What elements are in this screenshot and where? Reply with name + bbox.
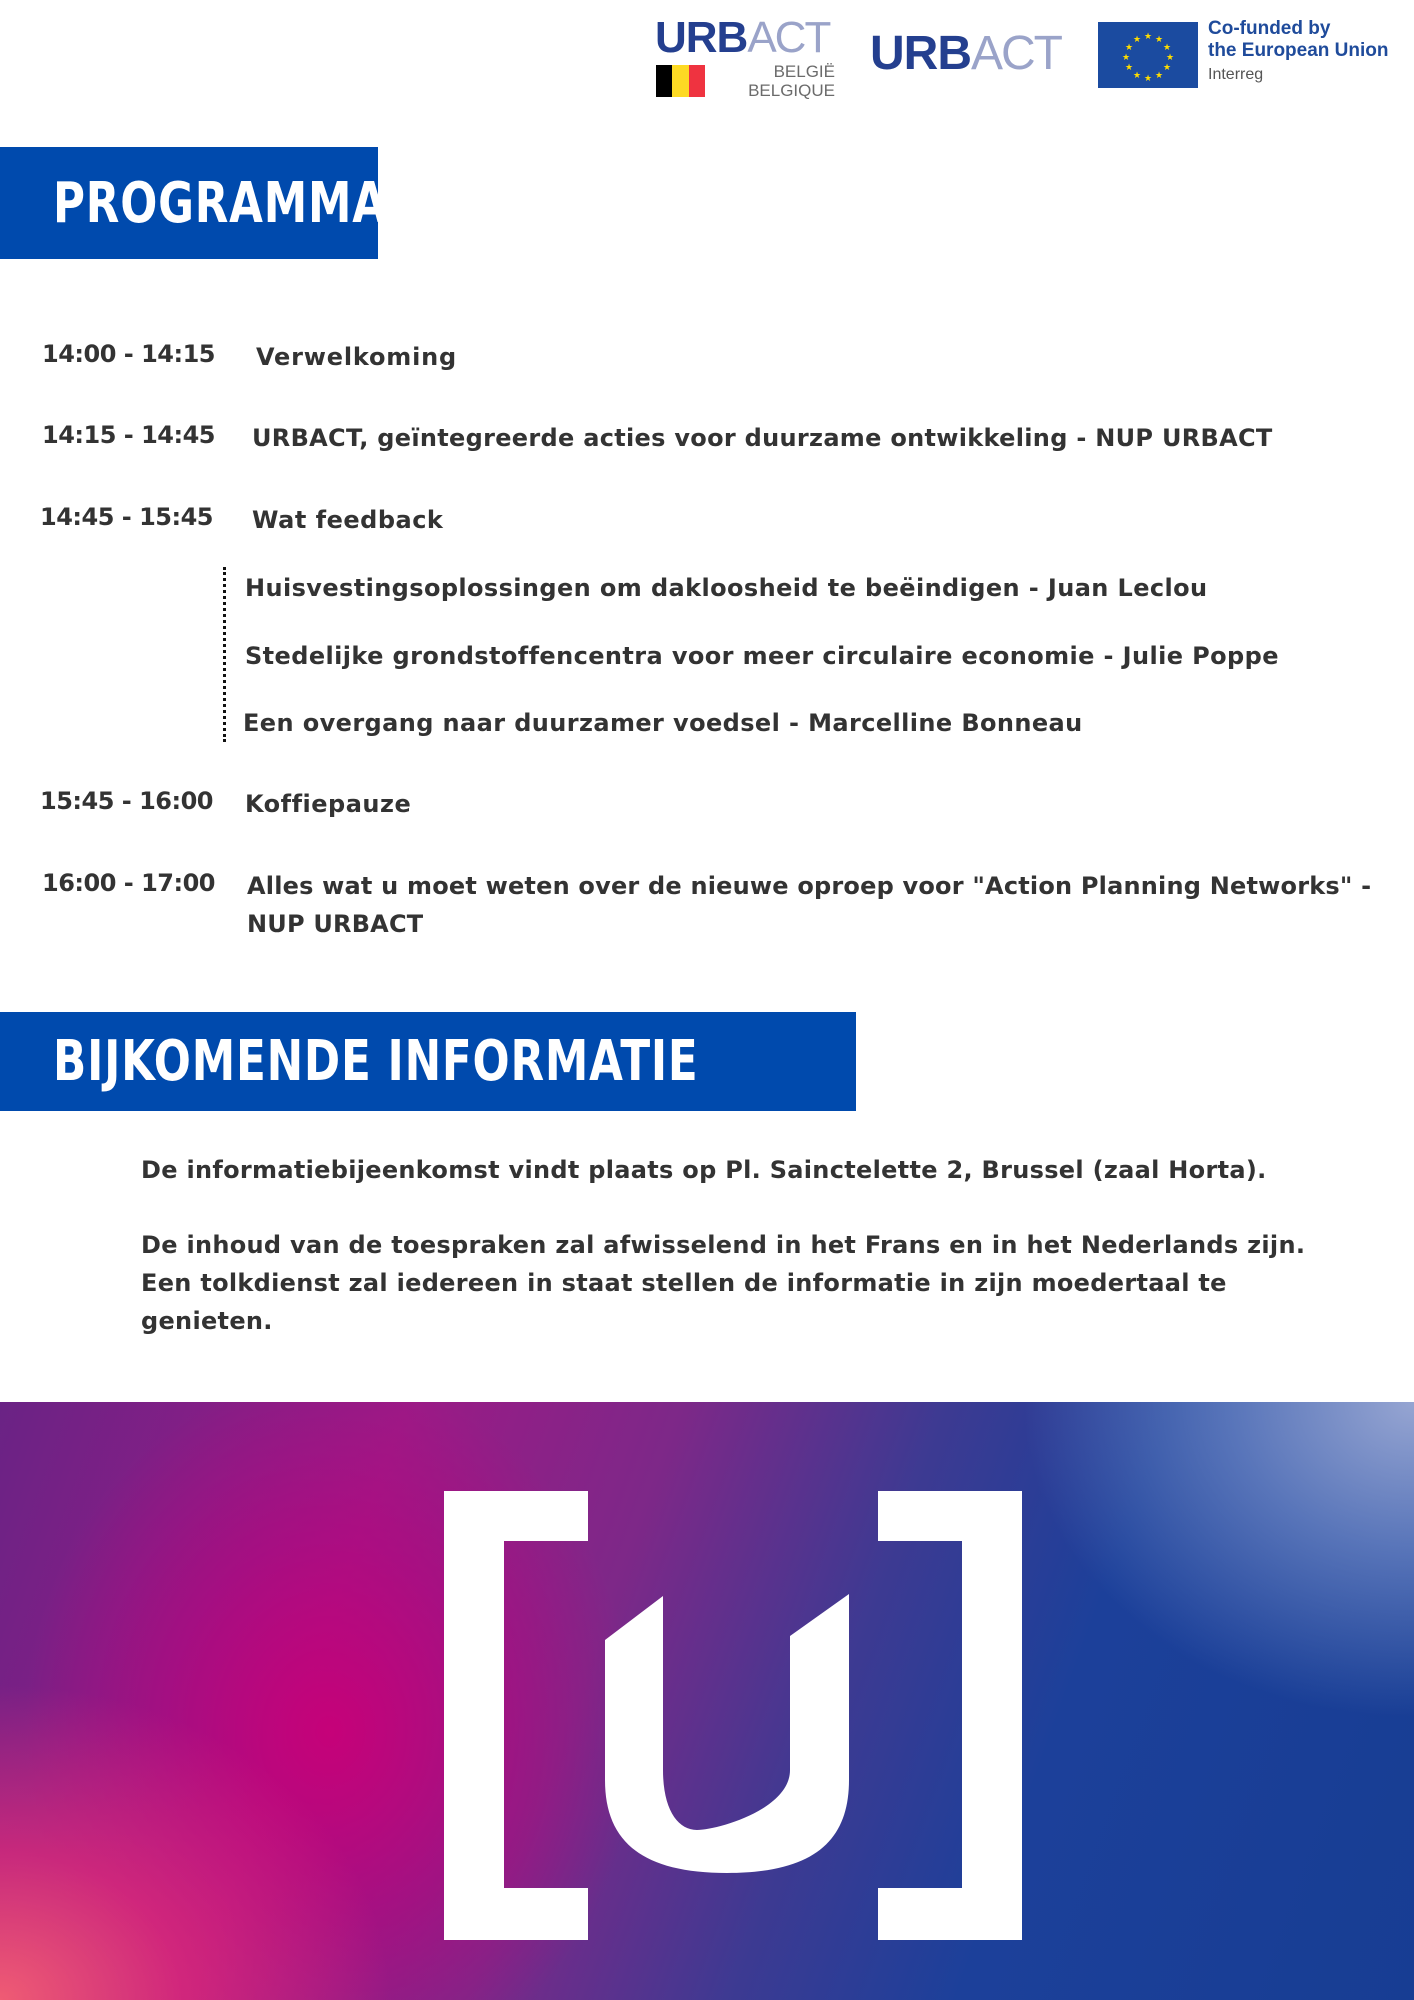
logo-subtitle: BELGIË BELGIQUE — [748, 62, 835, 100]
section-banner-programma — [0, 147, 387, 259]
program-title: Alles wat u moet weten over de nieuwe oproep voor "Action Planning Networks" - — [247, 872, 1372, 900]
svg-text:★: ★ — [1154, 35, 1164, 45]
program-time: 14:15 - 14:45 — [42, 421, 215, 449]
urbact-wordmark: URBACT — [655, 13, 830, 62]
program-time: 16:00 - 17:00 — [42, 869, 215, 897]
svg-text:★: ★ — [1132, 71, 1142, 81]
urbact-u-logo-icon — [0, 1402, 1414, 2000]
program-title: Wat feedback — [252, 506, 444, 534]
program-title: URBACT, geïntegreerde acties voor duurzame ontwikkeling - NUP URBACT — [252, 424, 1273, 452]
program-subitem: Een overgang naar duurzamer voedsel - Marcelline Bonneau — [243, 709, 1083, 737]
svg-text:★: ★ — [1132, 35, 1142, 45]
logo-eu-cofunded: ★ ★ ★ ★ ★ ★ ★ ★ ★ ★ ★ ★ Co-funded by the European Union Interreg — [1098, 18, 1414, 94]
eu-stars-icon — [1098, 22, 1198, 88]
belgian-flag-icon — [656, 65, 705, 97]
program-title: Verwelkoming — [256, 343, 457, 371]
info-paragraph: De informatiebijeenkomst vindt plaats op Pl. Sainctelette 2, Brussel (zaal Horta). — [141, 1156, 1267, 1184]
program-title: Koffiepauze — [245, 790, 412, 818]
svg-text:★: ★ — [1162, 63, 1172, 73]
svg-text:★: ★ — [1121, 53, 1131, 63]
program-time: 15:45 - 16:00 — [40, 787, 213, 815]
info-paragraph: De inhoud van de toespraken zal afwisselend in het Frans en in het Nederlands zijn. Een tolkdienst zal iedereen in staat stellen de informatie in zijn moedertaal te genieten. — [141, 1231, 1306, 1335]
svg-text:★: ★ — [1154, 71, 1164, 81]
svg-text:★: ★ — [1124, 63, 1134, 73]
program-subitem: Huisvestingsoplossingen om dakloosheid te beëindigen - Juan Leclou — [245, 574, 1208, 602]
section-title: PROGRAMMA — [53, 170, 387, 236]
program-subitem: Stedelijke grondstoffencentra voor meer circulaire economie - Julie Poppe — [245, 642, 1279, 670]
program-time: 14:45 - 15:45 — [40, 503, 213, 531]
footer-brand-panel — [0, 1402, 1414, 2000]
svg-text:★: ★ — [1124, 43, 1134, 53]
section-banner-info — [0, 1012, 856, 1111]
program-time: 14:00 - 14:15 — [42, 340, 215, 368]
logo-urbact: URBACT — [870, 27, 1061, 80]
svg-text:★: ★ — [1162, 43, 1172, 53]
logo-urbact-belgie — [655, 13, 835, 102]
svg-text:★: ★ — [1143, 32, 1153, 42]
section-title: BIJKOMENDE INFORMATIE — [53, 1029, 699, 1094]
subitems-divider — [223, 567, 226, 742]
eu-flag-icon — [1098, 22, 1198, 88]
program-title-cont: NUP URBACT — [247, 910, 424, 938]
svg-text:★: ★ — [1143, 74, 1153, 84]
svg-text:★: ★ — [1165, 53, 1175, 63]
